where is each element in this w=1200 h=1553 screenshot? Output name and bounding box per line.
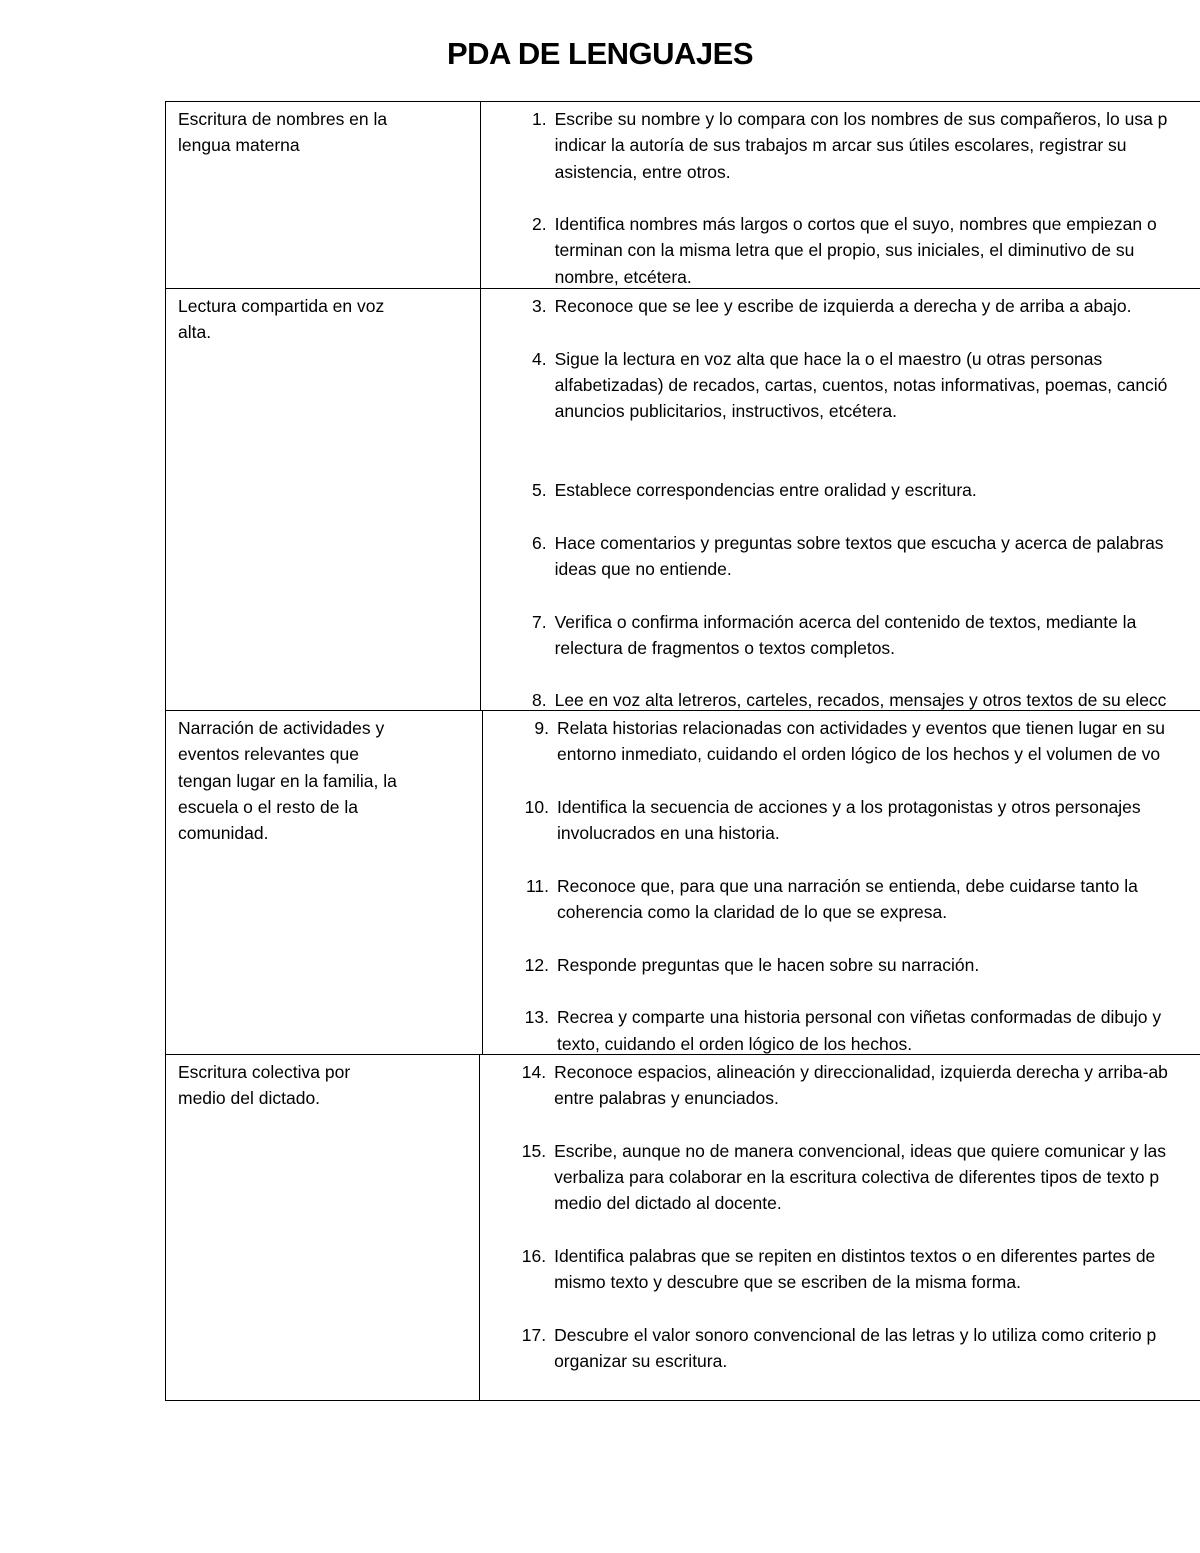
item-text: Identifica la secuencia de acciones y a los protagonistas y otros personajes involucrados en una historia.	[557, 796, 1141, 844]
list-item	[481, 609, 1200, 662]
page-title: PDA DE LENGUAJES	[446, 36, 754, 71]
item-text: Hace comentarios y preguntas sobre textos que escucha y acerca de palabras ideas que no entiende.	[554, 532, 1164, 579]
item-number: 1.	[531, 109, 547, 129]
items-cell	[480, 1055, 1200, 1400]
list-item	[483, 794, 1200, 847]
list-item	[481, 211, 1200, 288]
item-number: 5.	[531, 480, 547, 501]
list-item	[481, 477, 1200, 503]
item-text: Relata historias relacionadas con actividades y eventos que tienen lugar en su entorno inmediato, cuidando el orden lógico de los hechos y el volumen de vo	[557, 718, 1166, 765]
item-number: 6.	[531, 532, 547, 553]
item-text: Identifica palabras que se repiten en distintos textos o en diferentes partes de mismo texto y descubre que se escriben de la misma forma.	[554, 1246, 1156, 1293]
item-text: Reconoce que se lee y escribe de izquierda a derecha y de arriba a abajo.	[554, 296, 1132, 316]
item-text: Responde preguntas que le hacen sobre su narración.	[557, 954, 980, 975]
pda-table	[165, 101, 1200, 1401]
list-item	[483, 873, 1200, 926]
item-number: 3.	[531, 296, 547, 316]
item-number: 12.	[524, 954, 549, 975]
list-item	[480, 1138, 1200, 1217]
item-number: 17.	[521, 1324, 547, 1345]
item-number: 10.	[524, 796, 549, 817]
topic-cell: Escritura de nombres en la lengua materna	[166, 102, 481, 288]
list-item	[483, 715, 1200, 768]
list-item	[480, 1059, 1200, 1112]
item-text: Lee en voz alta letreros, carteles, recados, mensajes y otros textos de su elecc	[554, 690, 1167, 710]
item-text: Identifica nombres más largos o cortos que el suyo, nombres que empiezan o terminan con la misma letra que el propio, sus iniciales, el diminutivo de su nombre, etcétera.	[554, 214, 1157, 287]
item-text: Sigue la lectura en voz alta que hace la o el maestro (u otras personas alfabetizadas) de recados, cartas, cuentos, notas informativas, poemas, canció anuncios publicitarios, instructivos, etcétera.	[554, 348, 1168, 422]
item-text: Establece correspondencias entre oralidad y escritura.	[554, 480, 977, 501]
list-item	[481, 293, 1200, 319]
table-row	[166, 711, 1200, 1055]
list-item	[483, 1004, 1200, 1054]
items-cell	[483, 711, 1200, 1054]
item-text: Escribe, aunque no de manera convencional, ideas que quiere comunicar y las verbaliza para colaborar en la escritura colectiva de diferentes tipos de texto p medio del dictado al docente.	[554, 1140, 1166, 1214]
items-cell	[481, 102, 1200, 288]
item-number: 4.	[531, 348, 547, 369]
list-item	[480, 1322, 1200, 1375]
item-text: Reconoce que, para que una narración se entienda, debe cuidarse tanto la coherencia como la claridad de lo que se expresa.	[557, 875, 1138, 923]
topic-cell: Escritura colectiva por medio del dictado.	[166, 1055, 480, 1400]
list-item	[481, 687, 1200, 710]
item-text: Escribe su nombre y lo compara con los nombres de sus compañeros, lo usa p indicar la autoría de sus trabajos m arcar sus útiles escolares, registrar su asistencia, entre otros.	[554, 109, 1168, 182]
item-number: 14.	[521, 1062, 547, 1082]
item-number: 15.	[521, 1140, 547, 1161]
list-item	[481, 346, 1200, 425]
item-number: 2.	[531, 214, 547, 235]
list-item	[481, 106, 1200, 185]
item-number: 8.	[531, 690, 547, 710]
topic-cell: Lectura compartida en voz alta.	[166, 289, 481, 710]
item-text: Reconoce espacios, alineación y direccionalidad, izquierda derecha y arriba-ab entre palabras y enunciados.	[554, 1062, 1168, 1109]
item-number: 7.	[531, 611, 547, 632]
list-item	[480, 1243, 1200, 1296]
item-text: Descubre el valor sonoro convencional de las letras y lo utiliza como criterio p organizar su escritura.	[554, 1324, 1157, 1372]
item-number: 13.	[524, 1007, 549, 1028]
items-cell	[481, 289, 1200, 710]
item-number: 9.	[534, 718, 549, 738]
table-row	[166, 1055, 1200, 1400]
topic-cell: Narración de actividades y eventos relevantes que tengan lugar en la familia, la escuela o el resto de la comunidad.	[166, 711, 483, 1054]
table-row	[166, 289, 1200, 711]
table-row	[166, 102, 1200, 289]
item-text: Verifica o confirma información acerca del contenido de textos, mediante la relectura de fragmentos o textos completos.	[554, 611, 1137, 658]
item-text: Recrea y comparte una historia personal con viñetas conformadas de dibujo y texto, cuidando el orden lógico de los hechos.	[557, 1007, 1162, 1054]
list-item	[481, 530, 1200, 583]
item-number: 11.	[525, 875, 549, 896]
list-item	[483, 952, 1200, 978]
item-number: 16.	[521, 1246, 547, 1267]
